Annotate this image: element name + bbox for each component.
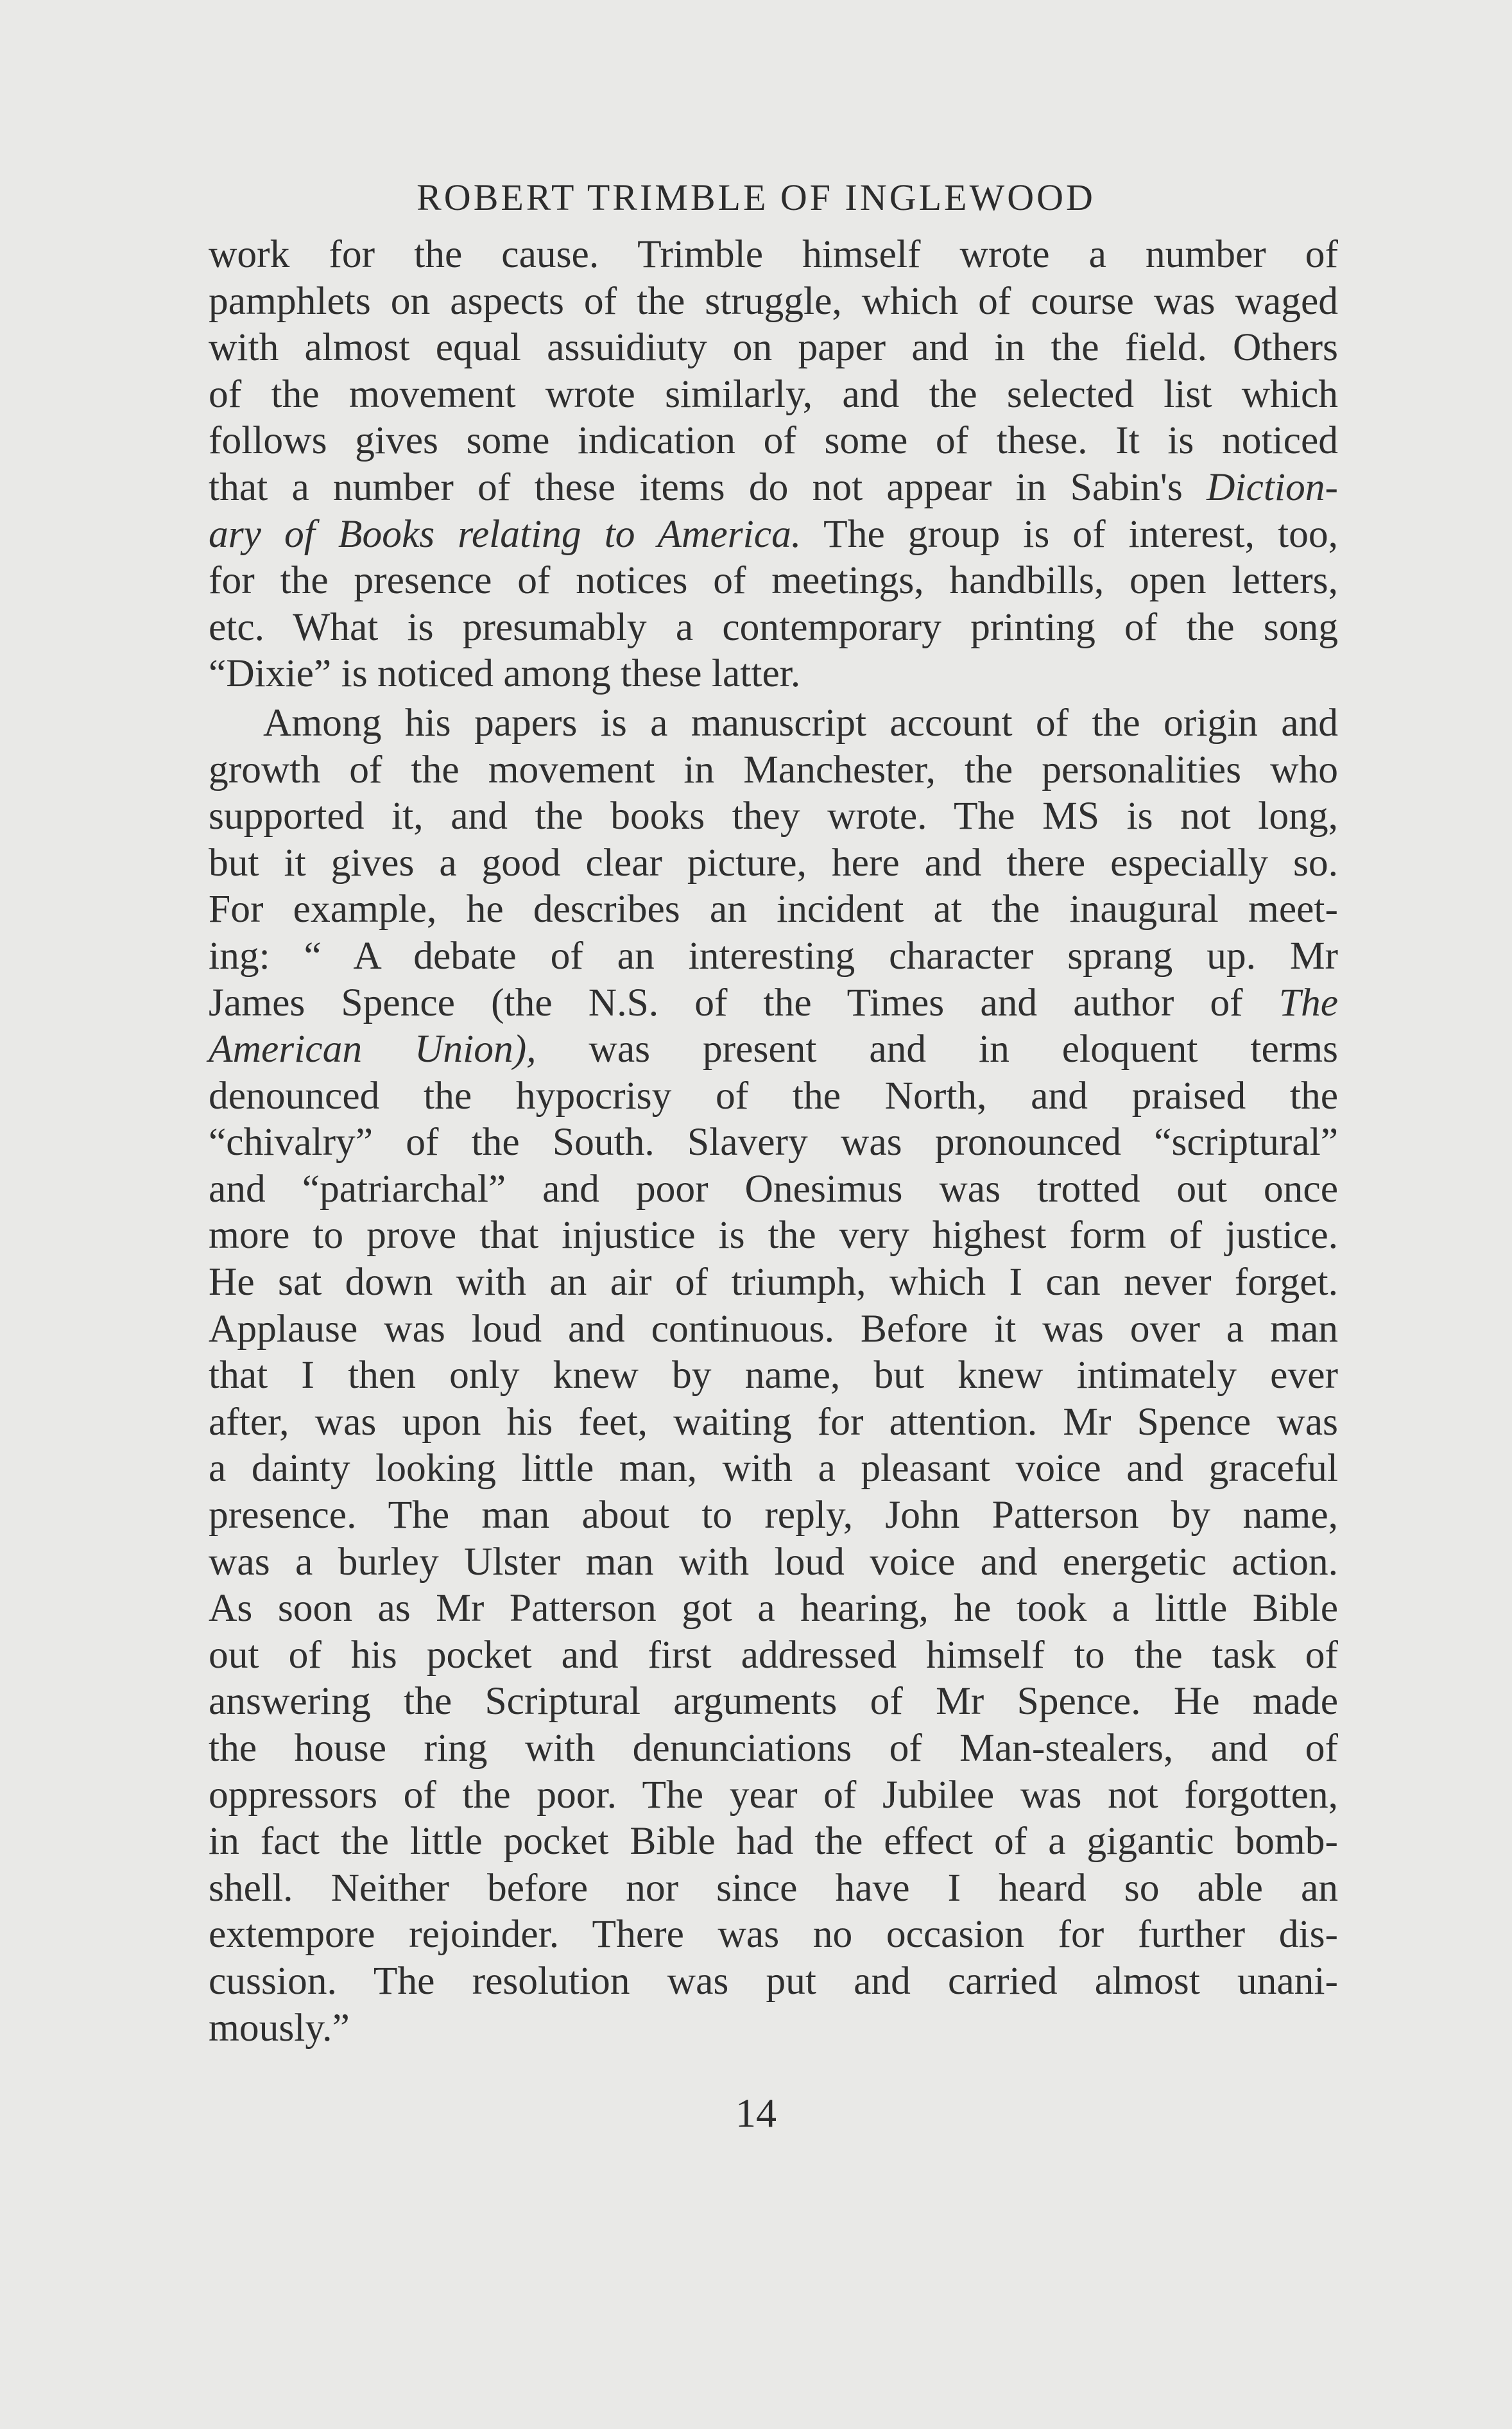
text-line: was a burley Ulster man with loud voice and energetic action.: [209, 1539, 1338, 1584]
text-line: “Dixie” is noticed among these latter.: [209, 652, 801, 696]
text-line: For example, he describes an incident at the inaugural meet-: [209, 887, 1338, 931]
text-line: He sat down with an air of triumph, which I can never forget.: [209, 1260, 1338, 1304]
text-line: etc. What is presumably a contemporary printing of the song: [209, 605, 1338, 649]
text-line: for the presence of notices of meetings, handbills, open letters,: [209, 558, 1338, 603]
text-line: a dainty looking little man, with a pleasant voice and graceful: [209, 1446, 1338, 1491]
text-line: James Spence (the N.S. of the Times and author of The: [209, 980, 1338, 1024]
text-line: extempore rejoinder. There was no occasion for further dis-: [209, 1912, 1338, 1957]
text-line: mously.”: [209, 2005, 350, 2050]
text-line: supported it, and the books they wrote. The MS is not long,: [209, 794, 1338, 838]
text-line: ary of Books relating to America. The group is of interest, too,: [209, 512, 1339, 556]
text-line: in fact the little pocket Bible had the effect of a gigantic bomb-: [209, 1819, 1338, 1863]
text-line: “chivalry” of the South. Slavery was pronounced “scriptural”: [209, 1120, 1338, 1164]
text-line: and “patriarchal” and poor Onesimus was trotted out once: [209, 1166, 1338, 1211]
text-line: denounced the hypocrisy of the North, and praised the: [209, 1073, 1338, 1118]
text-line: oppressors of the poor. The year of Jubilee was not forgotten,: [209, 1772, 1338, 1817]
text-line: answering the Scriptural arguments of Mr Spence. He made: [209, 1679, 1338, 1724]
text-line: the house ring with denunciations of Man-stealers, and of: [209, 1726, 1338, 1770]
text-line: American Union), was present and in eloquent terms: [209, 1027, 1338, 1071]
text-line: growth of the movement in Manchester, the personalities who: [209, 747, 1338, 791]
text-line: follows gives some indication of some of these. It is noticed: [209, 419, 1338, 463]
text-line: out of his pocket and first addressed himself to the task of: [209, 1632, 1338, 1677]
page-number: 14: [735, 2090, 777, 2136]
text-line: but it gives a good clear picture, here and there especially so.: [209, 840, 1338, 885]
running-head: ROBERT TRIMBLE OF INGLEWOOD: [417, 177, 1095, 218]
text-line: more to prove that injustice is the very highest form of justice.: [209, 1213, 1338, 1258]
text-line: Applause was loud and continuous. Before it was over a man: [209, 1306, 1338, 1351]
italic-title: American Union),: [209, 1027, 537, 1071]
text-line: Among his papers is a manuscript account of the origin and: [263, 700, 1338, 745]
text-line: pamphlets on aspects of the struggle, which of course was waged: [209, 279, 1338, 323]
text-line: that I then only knew by name, but knew intimately ever: [209, 1353, 1338, 1397]
text-line: work for the cause. Trimble himself wrote a number of: [209, 232, 1338, 276]
italic-title: The: [1278, 980, 1338, 1024]
text-line: with almost equal assuidiuty on paper and in the field. Others: [209, 325, 1338, 370]
text-line: ing: “ A debate of an interesting character sprang up. Mr: [209, 933, 1338, 978]
text-line: that a number of these items do not appear in Sabin's Diction-: [209, 465, 1338, 509]
text-line: of the movement wrote similarly, and the selected list which: [209, 372, 1338, 416]
body-text: [209, 231, 1338, 2051]
text-line: after, was upon his feet, waiting for attention. Mr Spence was: [209, 1399, 1338, 1444]
text-line: As soon as Mr Patterson got a hearing, he took a little Bible: [209, 1586, 1338, 1630]
italic-title: ary of Books relating to America.: [209, 512, 802, 556]
text-line: shell. Neither before nor since have I heard so able an: [209, 1865, 1338, 1910]
text-line: cussion. The resolution was put and carried almost unani-: [209, 1958, 1338, 2003]
text-line: presence. The man about to reply, John Patterson by name,: [209, 1493, 1338, 1537]
italic-title: Diction-: [1207, 465, 1338, 509]
